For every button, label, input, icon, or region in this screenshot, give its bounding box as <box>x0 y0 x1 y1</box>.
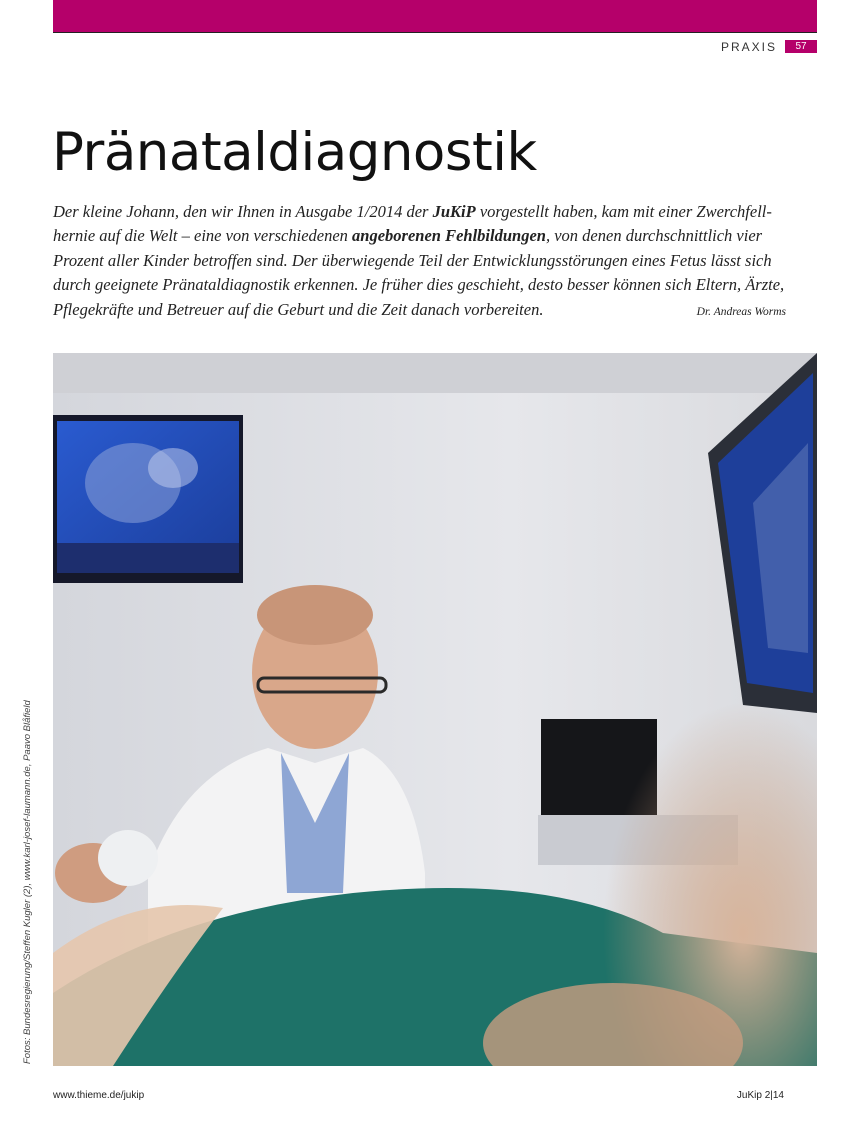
lead-text-1: Der kleine Johann, den wir Ihnen in Ausgabe 1/2014 der <box>53 202 433 221</box>
footer-issue: JuKip 2|14 <box>736 1090 784 1101</box>
lead-emphasis: angeborenen Fehlbildungen <box>352 226 546 246</box>
photo-illustration <box>53 353 817 1066</box>
article-author: Dr. Andreas Worms <box>696 305 786 318</box>
section-label: PRAXIS <box>720 40 777 54</box>
header-rule <box>53 32 817 33</box>
footer-website: www.thieme.de/jukip <box>53 1090 145 1101</box>
page-number: 57 <box>785 40 817 53</box>
article-lead <box>53 200 786 324</box>
header-color-bar <box>53 0 817 32</box>
lead-text-2: vorgestellt haben, kam mit einer Zwerchfell-hernie auf die Welt – eine von verschiedenen <box>53 202 772 246</box>
article-title: Pränataldiagnostik <box>52 122 537 183</box>
lead-text-3: , von denen durchschnittlich vier Prozent aller Kinder betroffen sind. Der überwiegende Teil der Entwicklungsstörungen eines Fetus lässt sich durch geeignete Pränataldiagnostik erkennen. Je früher dies geschieht, desto besser können sich Eltern, Ärzte, Pflegekräfte und Betreuer auf die Geburt und die Zeit danach vorbereiten. <box>53 226 785 319</box>
ultrasound-examination-photo <box>53 353 817 1066</box>
magazine-name: JuKiP <box>432 202 476 221</box>
photo-credit: Fotos: Bundesregierung/Steffen Kugler (2), www.karl-josef-laumann.de, Paavo Blåfield <box>22 700 33 1064</box>
